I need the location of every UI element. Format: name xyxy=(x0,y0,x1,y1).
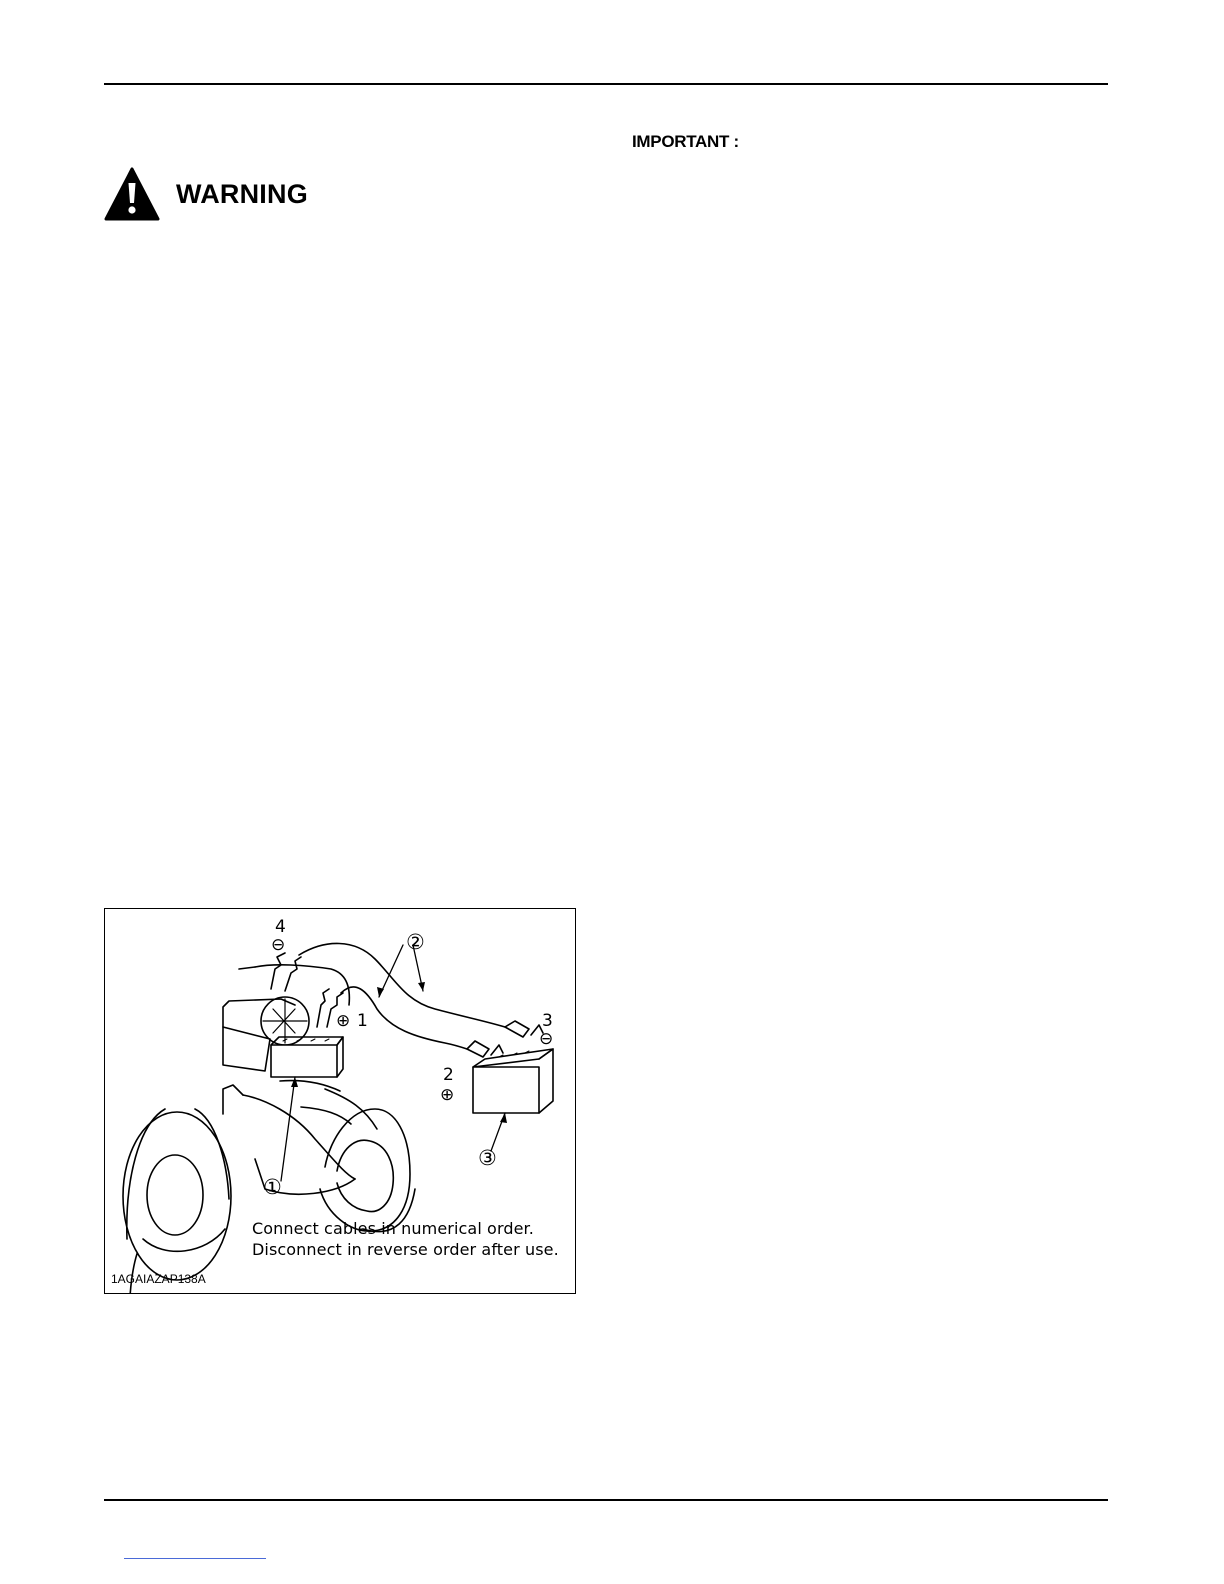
step-label-2: 2 xyxy=(443,1065,454,1085)
plus-symbol-1: ⊕ xyxy=(336,1011,351,1031)
step-label-1: 1 xyxy=(357,1011,368,1031)
warning-heading xyxy=(104,166,308,222)
header-rule xyxy=(104,83,1108,85)
callout-3: ③ xyxy=(478,1146,497,1170)
callout-1: ① xyxy=(263,1175,282,1199)
engine-block xyxy=(223,965,349,1077)
jump-start-figure xyxy=(104,908,576,1294)
footer-rule xyxy=(104,1499,1108,1501)
tractor-body xyxy=(223,1081,415,1232)
warning-triangle-icon xyxy=(104,167,160,221)
footer-link-underline[interactable] xyxy=(124,1558,266,1559)
important-label: IMPORTANT : xyxy=(632,132,739,151)
plus-symbol-2: ⊕ xyxy=(440,1085,455,1105)
rear-tire xyxy=(123,1109,231,1293)
figure-caption-line-1: Connect cables in numerical order. xyxy=(252,1219,534,1238)
figure-code: 1AGAIAZAP138A xyxy=(111,1272,206,1286)
booster-battery xyxy=(473,1049,553,1113)
callout-2: ② xyxy=(406,930,425,954)
minus-symbol-4: ⊖ xyxy=(271,935,286,955)
figure-caption-line-2: Disconnect in reverse order after use. xyxy=(252,1240,559,1259)
step-label-3: 3 xyxy=(542,1011,553,1031)
warning-title: WARNING xyxy=(176,178,308,209)
minus-symbol-3: ⊖ xyxy=(539,1029,554,1049)
step-label-4: 4 xyxy=(275,917,286,937)
jumper-cables xyxy=(299,943,505,1049)
